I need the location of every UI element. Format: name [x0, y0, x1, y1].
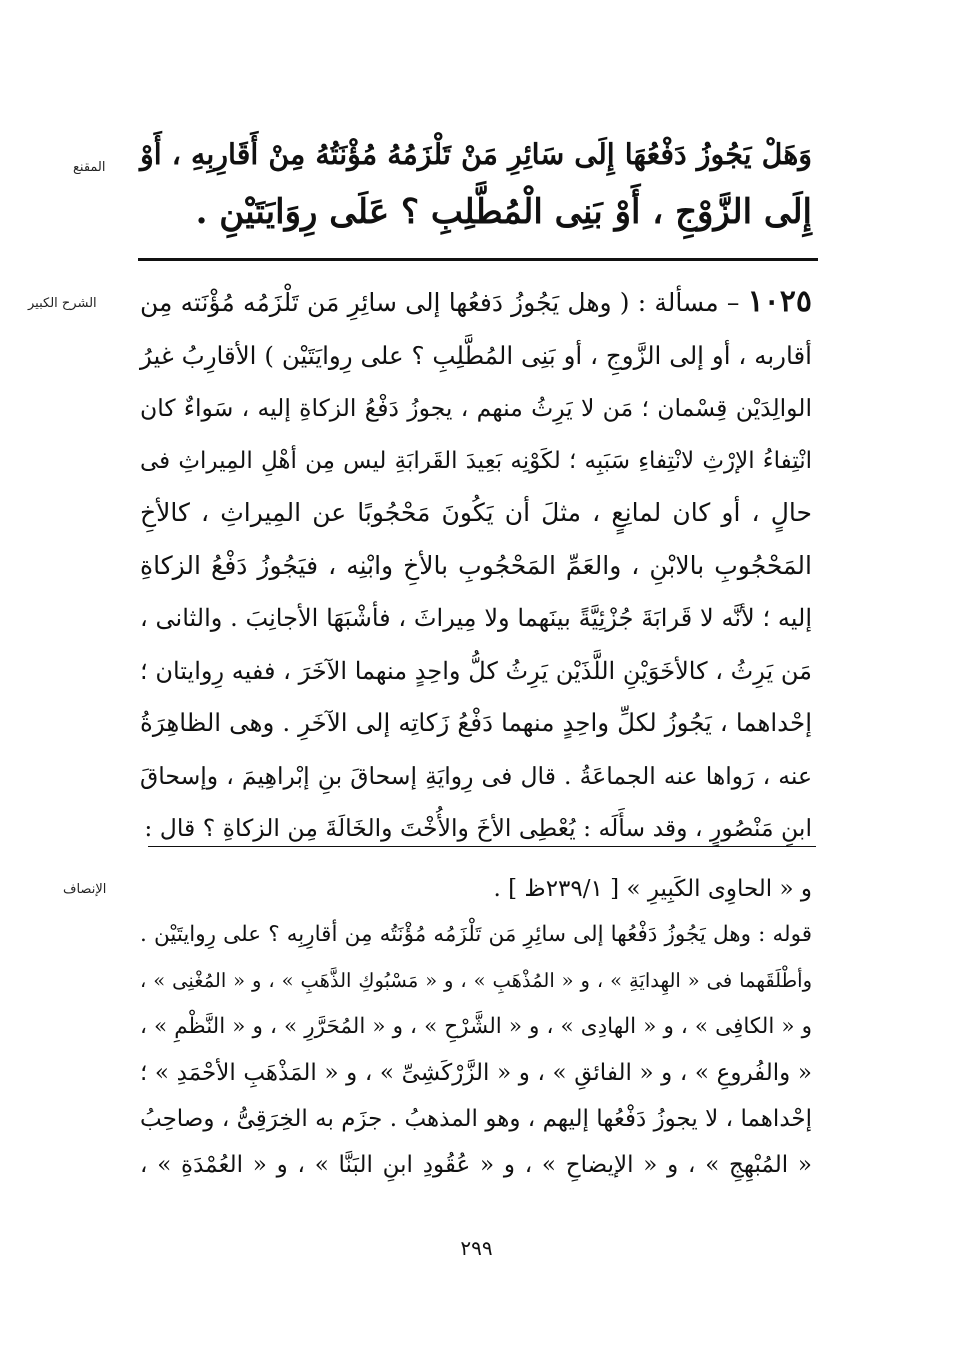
sharh-line: [140, 276, 812, 330]
insaf-line: « والفُروعِ » ، و « الفائقِ » ، و « الزَّرْكَشِىِّ » ، و « المَذْهَبِ الأحْمَدِ » ؛: [140, 1060, 812, 1086]
page-number: ٢٩٩: [460, 1236, 493, 1260]
sharh-line: المَحْجُوبِ بالابْنِ ، والعَمِّ المَحْجُوبِ بالأخِ وابْنِه ، فيَجُوزُ دَفْعُ الزكاةِ: [140, 550, 812, 580]
section-divider: [138, 258, 818, 261]
sharh-line: مَن يَرِثُ ، كالأخَوَيْنِ اللَّذَيْن يَرِثُ كلُّ واحِدٍ منهما الآخَرَ ، ففيه رِوايتان ؛: [140, 656, 812, 685]
sharh-line: الوالِدَيْن قِسْمان ؛ مَن لا يَرِثُ منهم ، يجوزُ دَفْعُ الزكاةِ إليه ، سَواءٌ كان: [140, 394, 812, 422]
sharh-line: حالٍ ، أو كان لمانِعٍ ، مثلَ أن يَكُونَ مَحْجُوبًا عن المِيراثِ ، كالأخِ: [140, 498, 812, 527]
sharh-line: أقاربه ، أو إلى الزَّوجِ ، أو بَنِى المُطَّلِبِ ؟ على رِوايَتَيْن ) الأقارِبُ غيرُ: [140, 340, 812, 370]
mughni-line: إِلَى الزَّوْجِ ، أَوْ بَنِى الْمُطَّلِبِ ؟ عَلَى رِوَايَتَيْنِ .: [195, 192, 812, 232]
sharh-line: انْتِفاءُ الإرْثِ لانْتِفاءِ سَبَبِه ؛ لكَوْنِه بَعِيدَ القَرابَةِ ليس مِن أهْلِ المِيراثِ فى: [140, 447, 812, 474]
side-label-mughni: المقنع: [73, 160, 106, 175]
insaf-line: و « الكافِى » ، و « الهادِى » ، و « الشَّرْحِ » ، و « المُحَرَّرِ » ، و « النَّظْمِ » ،: [140, 1014, 812, 1039]
section-divider: [148, 846, 816, 847]
sharh-text: [140, 276, 812, 855]
sharh-line: إليه ؛ لأنَّه لا قَرابَةَ جُزْئِيَّةً بينَهما ولا مِيراثَ ، فأشْبَهَا الأجانِبَ . والثانى ،: [140, 604, 812, 632]
insaf-line: « المُبْهِجِ » ، و « الإيضاحِ » ، و « عُقُودِ ابنِ البَنَّا » ، و « العُمْدَةِ » ،: [140, 1152, 812, 1178]
mughni-text: [140, 125, 812, 241]
insaf-text: [140, 866, 812, 1188]
side-label-insaf: الإنصاف: [63, 882, 107, 897]
sharh-line: ابنِ مَنْصُورٍ ، وقد سأَلَه : يُعْطِى الأخَ والأُخْتَ والخَالَةَ مِن الزكاةِ ؟ قال :: [144, 814, 812, 842]
sharh-line: إحْداهما ، يَجُوزُ لكلِّ واحِدٍ منهما دَفْعُ زَكاتِه إلى الآخَرِ . وهى الظاهِرَةُ: [140, 708, 812, 737]
insaf-line: وأطْلَقَهما فى « الهِدايَةِ » ، و « المُذْهَبِ » ، و « مَسْبُوكِ الذَّهَبِ » ، و « المُغْنِى » ،: [140, 969, 812, 992]
issue-text: – مسألة : ( وهل يَجُوزُ دَفعُها إلى سائِرِ مَن تَلْزَمُه مُؤْنَته مِن: [140, 288, 740, 317]
insaf-line: قوله : وهل يَجُوزُ دَفْعُها إلى سائِرِ مَن تَلْزَمُه مُؤْنَتُه مِن أقارِبِه ؟ على رِوايتَيْن .: [140, 922, 812, 947]
issue-number: ١٠٢٥: [747, 284, 812, 319]
side-label-sharh: الشرح الكبير: [28, 296, 97, 311]
sharh-line: عنه ، رَواها عنه الجماعَةُ . قال فى رِوايَةِ إسحاقَ بنِ إبْراهِيمَ ، وإسحاقَ: [140, 761, 812, 790]
insaf-line: إحْداهما ، لا يجوزُ دَفْعُها إليهم ، وهو المذهبُ . جزَم به الخِرَقِىُّ ، وصاحِبُ: [140, 1106, 812, 1132]
mughni-line: وَهَلْ يَجُوزُ دَفْعُهَا إِلَى سَائِرِ مَنْ تَلْزَمُهُ مُؤْنَتُهُ مِنْ أَقَارِبِهِ ، أَوْ: [140, 137, 812, 171]
insaf-line: و « الحاوِى الكَبِيرِ » [ ٢٣٩/١ظ ] .: [493, 876, 812, 902]
